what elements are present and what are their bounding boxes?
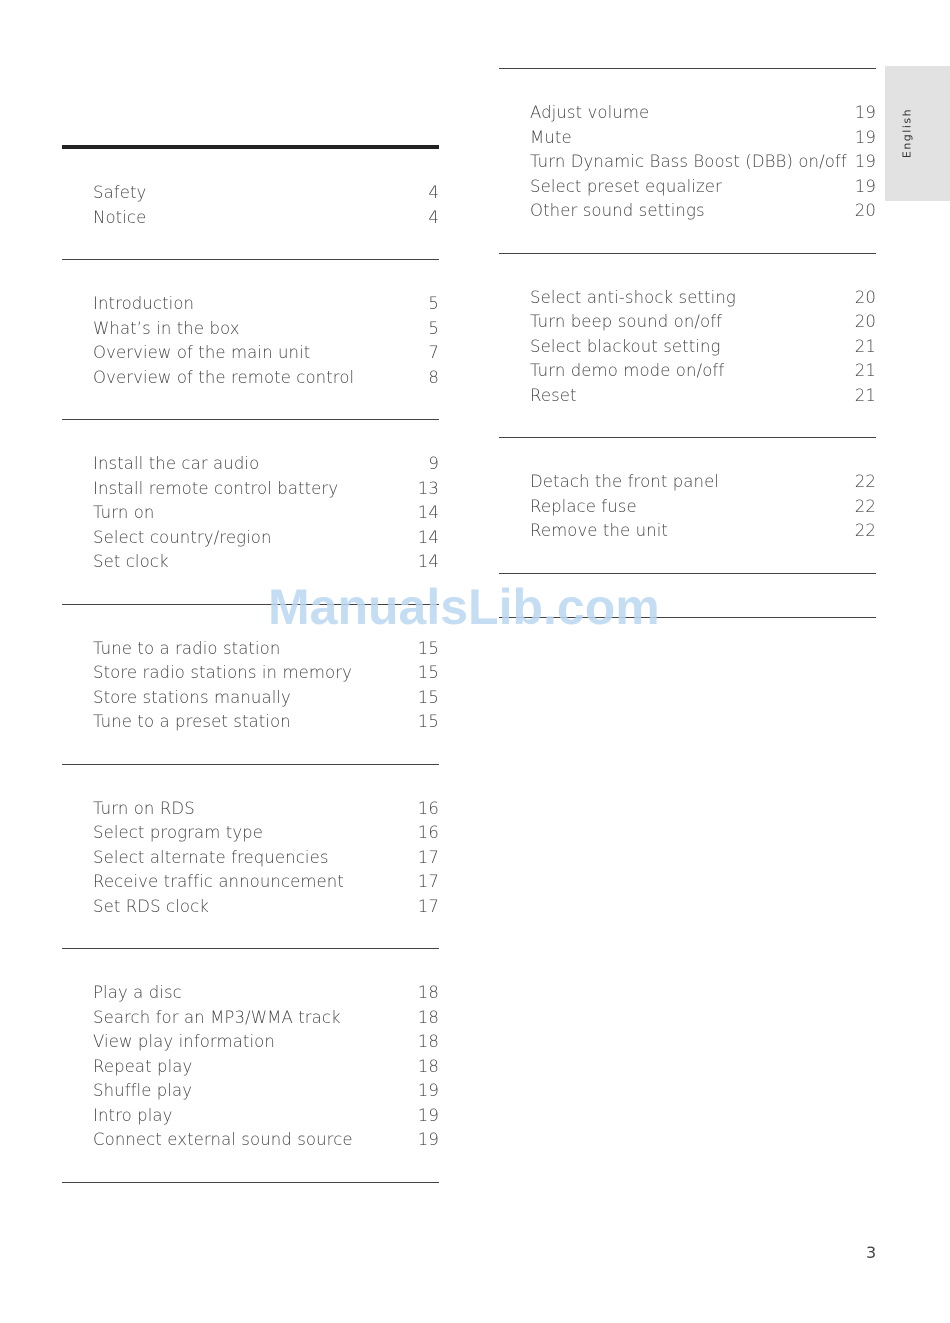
toc-entry-page: 19	[854, 152, 876, 171]
toc-entry-page: 17	[417, 896, 439, 916]
toc-entry-page: 19	[417, 1105, 439, 1125]
toc-entry-title: Connect external sound source	[93, 1130, 353, 1149]
toc-entry-page: 22	[854, 521, 876, 540]
toc-entry[interactable]	[530, 126, 876, 151]
toc-entry-title: Safety	[93, 183, 147, 202]
toc-entry-list	[62, 949, 439, 1182]
section-divider	[62, 1182, 439, 1183]
toc-entry-title: Remove the unit	[530, 521, 668, 540]
toc-entry[interactable]	[530, 310, 876, 335]
toc-entry-title: Overview of the remote control	[93, 367, 355, 387]
toc-entry-title: Select preset equalizer	[530, 176, 722, 196]
toc-entry-title: Detach the front panel	[530, 472, 720, 491]
toc-entry[interactable]	[93, 366, 439, 391]
toc-entry[interactable]	[93, 1079, 439, 1104]
toc-entry[interactable]	[93, 1128, 439, 1153]
toc-entry-page: 20	[854, 287, 876, 307]
toc-entry-title: Select anti-shock setting	[530, 287, 736, 307]
toc-entry-title: Search for an MP3/WMA track	[93, 1007, 341, 1027]
toc-entry-title: Install the car audio	[93, 454, 260, 473]
toc-entry-page: 14	[417, 552, 439, 571]
toc-entry-page: 5	[428, 294, 439, 313]
toc-entry[interactable]	[93, 452, 439, 477]
toc-section	[499, 437, 876, 573]
toc-entry-title: Turn on RDS	[93, 798, 195, 818]
toc-entry[interactable]	[93, 341, 439, 366]
toc-entry-page: 15	[417, 663, 439, 682]
toc-entry[interactable]	[93, 317, 439, 342]
toc-entry-page: 19	[854, 103, 876, 122]
toc-entry-page: 22	[854, 472, 876, 491]
language-tab-label: English	[900, 107, 914, 159]
toc-entry-page: 18	[417, 983, 439, 1002]
toc-entry-title: Turn on	[93, 503, 155, 522]
toc-entry-page: 4	[428, 183, 439, 202]
toc-entry-title: Tune to a preset station	[93, 712, 291, 731]
toc-entry-page: 21	[854, 361, 876, 380]
toc-entry-title: Overview of the main unit	[93, 343, 311, 362]
toc-entry-page: 14	[417, 527, 439, 547]
toc-entry-page: 18	[417, 1032, 439, 1051]
toc-entry-page: 21	[854, 336, 876, 356]
toc-entry-title: Notice	[93, 207, 147, 227]
toc-section	[62, 764, 439, 949]
toc-entry[interactable]	[93, 846, 439, 871]
toc-section	[499, 253, 876, 438]
toc-entry-title: Set clock	[93, 552, 169, 571]
toc-entry[interactable]	[93, 477, 439, 502]
toc-entry-page: 13	[417, 478, 439, 498]
toc-entry-page: 17	[417, 872, 439, 891]
toc-entry-title: Select program type	[93, 823, 264, 842]
toc-entry-title: Adjust volume	[530, 103, 650, 122]
toc-entry-title: Install remote control battery	[93, 478, 339, 498]
toc-entry-list	[499, 69, 876, 253]
toc-entry-page: 14	[417, 503, 439, 522]
toc-entry-page: 17	[417, 847, 439, 867]
toc-entry[interactable]	[93, 526, 439, 551]
section-divider	[499, 573, 876, 574]
toc-entry[interactable]	[93, 1006, 439, 1031]
toc-entry-page: 19	[854, 127, 876, 147]
toc-entry[interactable]	[93, 501, 439, 526]
toc-entry-title: Introduction	[93, 294, 195, 313]
toc-right-column	[499, 68, 876, 574]
toc-entry[interactable]	[93, 981, 439, 1006]
toc-entry-list	[62, 149, 439, 259]
toc-entry-list	[499, 254, 876, 438]
toc-left-column	[62, 145, 439, 1183]
toc-entry-title: Shuffle play	[93, 1081, 193, 1100]
toc-entry[interactable]	[93, 870, 439, 895]
toc-entry[interactable]	[530, 150, 876, 175]
toc-entry-title: Turn Dynamic Bass Boost (DBB) on/off	[530, 152, 847, 171]
toc-entry-page: 15	[417, 712, 439, 731]
toc-entry-title: Store stations manually	[93, 687, 291, 707]
toc-entry-page: 4	[428, 207, 439, 227]
toc-entry-page: 18	[417, 1056, 439, 1076]
toc-entry-title: Select country/region	[93, 527, 272, 547]
toc-entry[interactable]	[93, 1055, 439, 1080]
toc-entry-page: 22	[854, 496, 876, 516]
toc-entry-title: Tune to a radio station	[93, 638, 281, 658]
toc-entry-title: Turn beep sound on/off	[530, 312, 723, 331]
language-tab	[885, 66, 950, 201]
toc-entry-title: Set RDS clock	[93, 896, 209, 916]
toc-entry-page: 21	[854, 385, 876, 405]
toc-entry-title: Intro play	[93, 1105, 173, 1125]
toc-entry[interactable]	[93, 637, 439, 662]
toc-entry-list	[62, 260, 439, 419]
watermark: ManualsLib.com	[268, 579, 660, 635]
toc-entry[interactable]	[530, 495, 876, 520]
toc-section	[62, 145, 439, 259]
toc-entry[interactable]	[530, 359, 876, 384]
toc-entry-page: 19	[854, 176, 876, 196]
toc-entry[interactable]	[93, 1104, 439, 1129]
toc-entry[interactable]	[93, 206, 439, 231]
toc-entry-page: 15	[417, 687, 439, 707]
toc-entry[interactable]	[93, 181, 439, 206]
toc-entry-title: Play a disc	[93, 983, 182, 1002]
toc-entry-page: 16	[417, 823, 439, 842]
toc-section	[499, 68, 876, 253]
toc-entry[interactable]	[530, 470, 876, 495]
toc-entry[interactable]	[530, 519, 876, 544]
toc-entry[interactable]	[93, 710, 439, 735]
toc-section	[62, 259, 439, 419]
toc-entry[interactable]	[93, 797, 439, 822]
toc-entry[interactable]	[93, 550, 439, 575]
toc-entry[interactable]	[93, 686, 439, 711]
toc-entry-page: 15	[417, 638, 439, 658]
toc-entry-title: Mute	[530, 127, 572, 147]
toc-entry-title: Receive traffic announcement	[93, 872, 344, 891]
toc-entry[interactable]	[530, 199, 876, 224]
toc-entry-title: What’s in the box	[93, 318, 240, 338]
toc-entry-list	[499, 438, 876, 573]
toc-entry-list	[62, 420, 439, 604]
toc-entry[interactable]	[530, 384, 876, 409]
toc-entry-page: 8	[428, 367, 439, 387]
toc-entry-page: 18	[417, 1007, 439, 1027]
toc-entry[interactable]	[93, 1030, 439, 1055]
toc-entry-title: Store radio stations in memory	[93, 663, 352, 682]
toc-entry-page: 7	[428, 343, 439, 362]
toc-entry-title: Reset	[530, 385, 577, 405]
toc-entry[interactable]	[93, 821, 439, 846]
toc-entry-page: 19	[417, 1130, 439, 1149]
toc-entry-page: 9	[428, 454, 439, 473]
toc-entry-title: Select blackout setting	[530, 336, 721, 356]
toc-entry-page: 20	[854, 201, 876, 220]
toc-entry-title: Repeat play	[93, 1056, 193, 1076]
toc-entry-title: Turn demo mode on/off	[530, 361, 725, 380]
toc-entry[interactable]	[93, 661, 439, 686]
page-number: 3	[866, 1243, 877, 1262]
toc-entry[interactable]	[530, 286, 876, 311]
toc-entry-list	[62, 765, 439, 949]
toc-entry-page: 5	[428, 318, 439, 338]
toc-entry[interactable]	[93, 895, 439, 920]
toc-entry-title: View play information	[93, 1032, 275, 1051]
toc-entry-title: Replace fuse	[530, 496, 637, 516]
toc-section	[62, 419, 439, 604]
toc-section	[62, 948, 439, 1182]
toc-entry[interactable]	[530, 175, 876, 200]
toc-entry[interactable]	[93, 292, 439, 317]
toc-entry-title: Other sound settings	[530, 201, 705, 220]
toc-entry[interactable]	[530, 101, 876, 126]
toc-entry-title: Select alternate frequencies	[93, 847, 329, 867]
toc-entry[interactable]	[530, 335, 876, 360]
toc-entry-page: 20	[854, 312, 876, 331]
toc-entry-page: 16	[417, 798, 439, 818]
toc-entry-page: 19	[417, 1081, 439, 1100]
